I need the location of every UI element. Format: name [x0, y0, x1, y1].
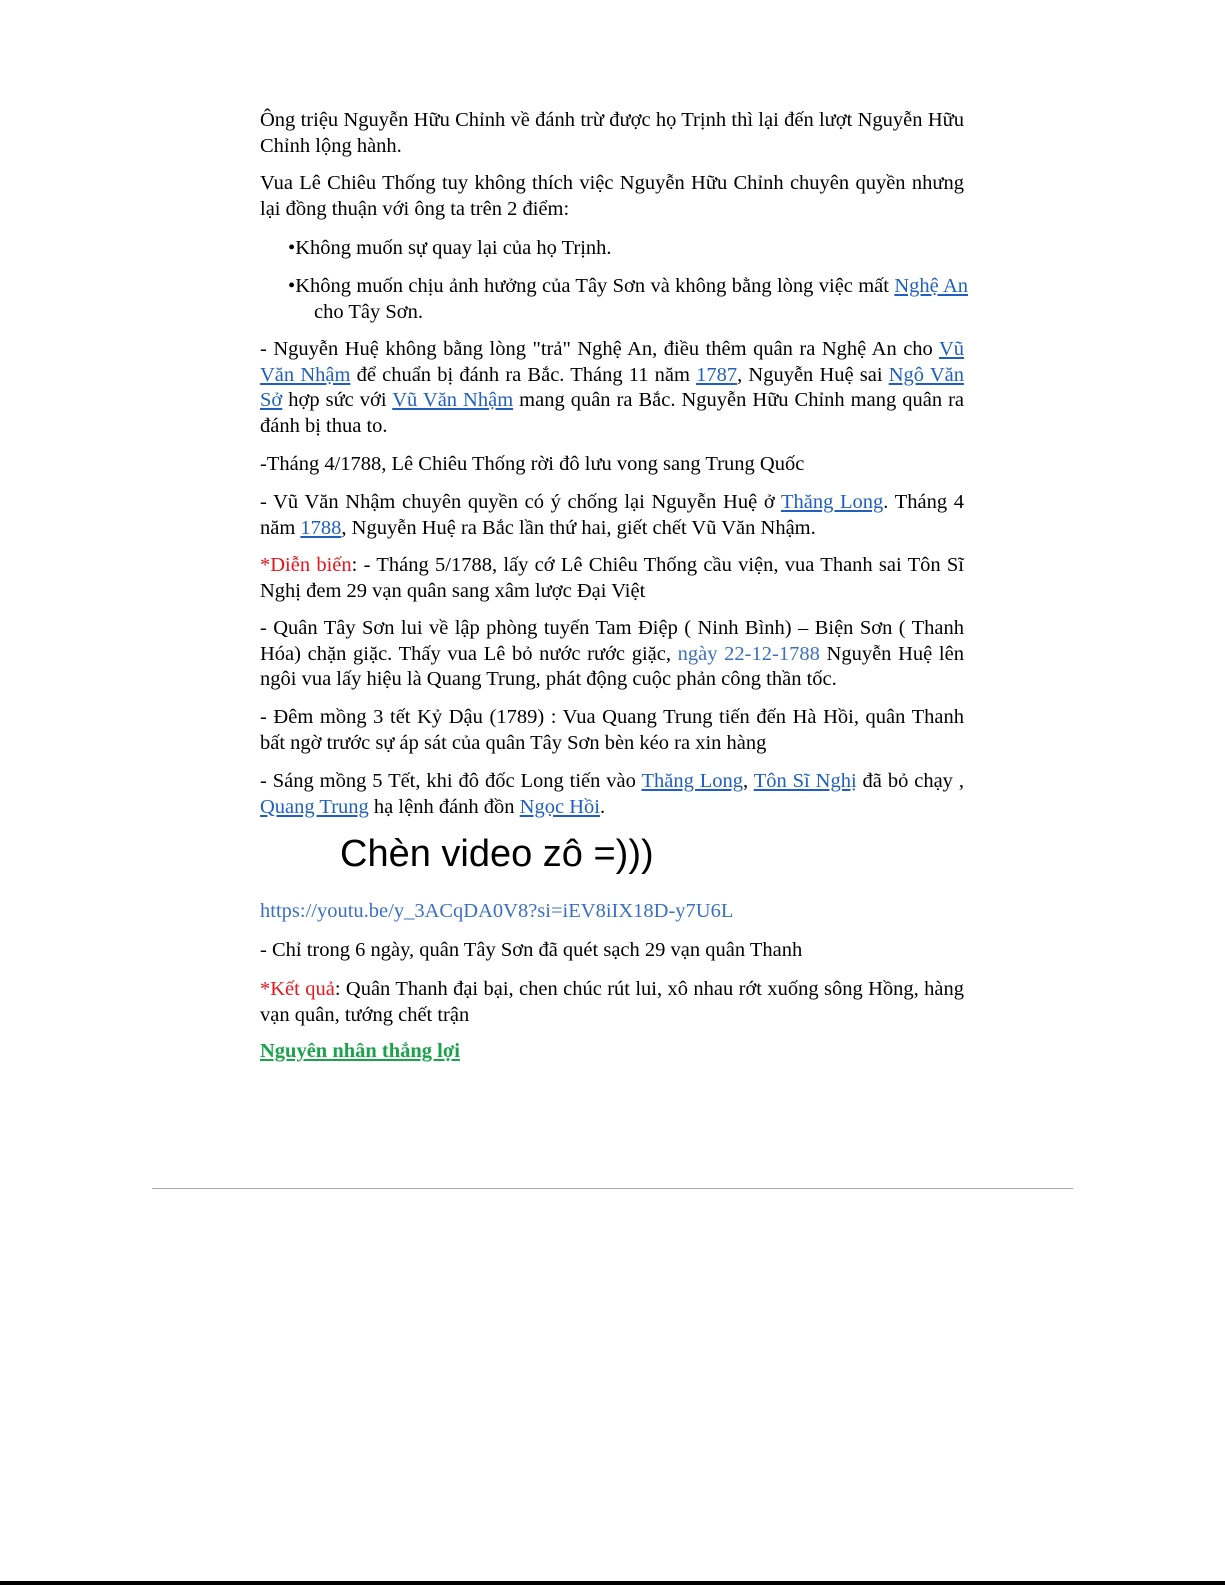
- link-1787[interactable]: 1787: [696, 363, 738, 386]
- paragraph-text: - Sáng mồng 5 Tết, khi đô đốc Long tiến vào: [260, 770, 642, 792]
- paragraph-text: - Đêm mồng 3 tết Kỷ Dậu (1789) : Vua Quang Trung tiến đến Hà Hồi, quân Thanh bất ngờ trước sự áp sát của quân Tây Sơn bèn kéo ra xin hàng: [260, 706, 964, 754]
- video-heading: Chèn video zô =))): [340, 833, 654, 875]
- paragraph-text: hợp sức với: [282, 389, 393, 411]
- paragraph-dien-bien: [260, 553, 964, 604]
- bullet-text: Không muốn sự quay lại của họ Trịnh.: [295, 237, 612, 259]
- paragraph-text: Vua Lê Chiêu Thống tuy không thích việc Nguyễn Hữu Chỉnh chuyên quyền nhưng lại đồng thuận với ông ta trên 2 điểm:: [260, 172, 964, 220]
- paragraph-chinh: [260, 108, 964, 159]
- link-ngo-van-so[interactable]: Ngô Văn Sở: [260, 363, 964, 411]
- link-ngoc-hoi[interactable]: Ngọc Hồi: [519, 795, 600, 818]
- paragraph-text: hạ lệnh đánh đồn: [368, 795, 520, 818]
- paragraph-text: - Vũ Văn Nhậm chuyên quyền có ý chống lại Nguyễn Huệ ở: [260, 491, 781, 513]
- dien-bien-label: *Diễn biến: [260, 554, 352, 576]
- bullet-icon: •: [288, 237, 296, 259]
- bullet-text: cho Tây Sơn.: [314, 301, 423, 323]
- link-vu-van-nham[interactable]: Vũ Văn Nhậm: [260, 338, 964, 386]
- page-divider: [152, 1188, 1073, 1189]
- section-heading-nguyen-nhan: Nguyên nhân thắng lợi: [260, 1040, 460, 1062]
- paragraph-text: ,: [743, 770, 754, 792]
- bullet-icon: •: [288, 275, 296, 297]
- paragraph-text: - Nguyễn Huệ không bằng lòng "trả" Nghệ An, điều thêm quân ra Nghệ An cho: [260, 338, 939, 360]
- paragraph-sang-mong-5: [260, 769, 964, 820]
- paragraph-text: Ông triệu Nguyễn Hữu Chỉnh về đánh trừ được họ Trịnh thì lại đến lượt Nguyễn Hữu Chỉnh lộng hành.: [260, 109, 964, 157]
- link-thang-long[interactable]: Thăng Long: [780, 491, 884, 513]
- link-ton-si-nghi[interactable]: Tôn Sĩ Nghị: [753, 770, 857, 792]
- bullet-item-1: [288, 235, 968, 261]
- paragraph-text: mang quân ra Bắc. Nguyễn Hữu Chỉnh mang quân ra đánh bị thua to.: [260, 389, 964, 437]
- ket-qua-label: *Kết quả: [260, 978, 335, 1000]
- paragraph-text: -Tháng 4/1788, Lê Chiêu Thống rời đô lưu vong sang Trung Quốc: [260, 453, 805, 475]
- paragraph-text: - Chỉ trong 6 ngày, quân Tây Sơn đã quét sạch 29 vạn quân Thanh: [260, 939, 803, 961]
- paragraph-le-chieu-thong: [260, 171, 964, 222]
- paragraph-text: : Quân Thanh đại bại, chen chúc rút lui, xô nhau rớt xuống sông Hồng, hàng vạn quân, tướng chết trận: [260, 978, 964, 1026]
- paragraph-6-ngay: [260, 938, 964, 964]
- link-quang-trung[interactable]: Quang Trung: [260, 795, 369, 818]
- paragraph-ket-qua: [260, 977, 964, 1028]
- paragraph-text: Nguyễn Huệ lên ngôi vua lấy hiệu là Quang Trung, phát động cuộc phản công thần tốc.: [260, 642, 964, 690]
- link-nghe-an[interactable]: Nghệ An: [894, 275, 968, 297]
- paragraph-text: , Nguyễn Huệ ra Bắc lần thứ hai, giết chết Vũ Văn Nhậm.: [341, 516, 816, 539]
- video-url-link[interactable]: https://youtu.be/y_3ACqDA0V8?si=iEV8iIX18D-y7U6L: [260, 900, 734, 922]
- paragraph-text: : - Tháng 5/1788, lấy cớ Lê Chiêu Thống cầu viện, vua Thanh sai Tôn Sĩ Nghị đem 29 vạn quân sang xâm lược Đại Việt: [260, 554, 964, 602]
- bullet-text: Không muốn chịu ảnh hưởng của Tây Sơn và không bằng lòng việc mất: [295, 275, 895, 297]
- paragraph-vu-van-nham: [260, 490, 964, 541]
- date-highlight: ngày 22-12-1788: [677, 642, 820, 665]
- bullet-item-2: [288, 273, 968, 325]
- paragraph-text: đã bỏ chạy ,: [856, 770, 964, 792]
- paragraph-nguyen-hue: [260, 337, 964, 439]
- paragraph-ky-dau: [260, 705, 964, 756]
- link-vu-van-nham-2[interactable]: Vũ Văn Nhậm: [392, 389, 514, 411]
- link-thang-long-2[interactable]: Thăng Long: [641, 770, 744, 792]
- paragraph-text: . Tháng 4 năm: [260, 491, 964, 539]
- paragraph-text: để chuẩn bị đánh ra Bắc. Tháng 11 năm: [350, 363, 697, 386]
- bottom-edge-bar: [0, 1581, 1225, 1585]
- paragraph-tam-diep: [260, 616, 964, 693]
- paragraph-text: , Nguyễn Huệ sai: [737, 363, 889, 386]
- paragraph-text: .: [599, 795, 606, 818]
- paragraph-text: - Quân Tây Sơn lui về lập phòng tuyến Tam Điệp ( Ninh Bình) – Biện Sơn ( Thanh Hóa) chặn giặc. Thấy vua Lê bỏ nước rước giặc,: [260, 617, 964, 665]
- paragraph-thang-4: [260, 452, 964, 478]
- link-1788[interactable]: 1788: [300, 516, 342, 539]
